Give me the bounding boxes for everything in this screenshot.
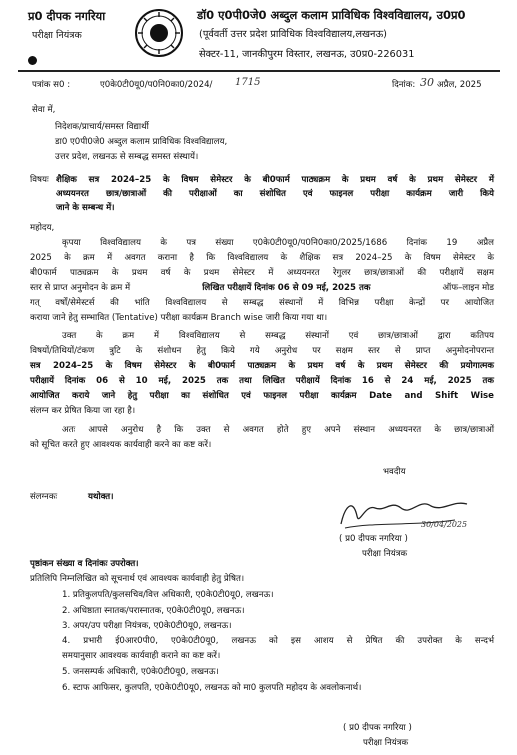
- signature2-name: ( प्र0 दीपक नगरिया ): [343, 723, 412, 733]
- university-logo-icon: [134, 8, 184, 58]
- university-name: डॉ0 ए0पी0जे0 अब्दुल कलाम प्राविधिक विश्वविद्यालय, उ0प्र0: [197, 8, 466, 22]
- subject-line: शैक्षिक सत्र 2024–25 के विषम सेमेस्टर के बी0फार्म पाठ्यक्रम के प्रथम वर्ष के प्रथम सेमेस्टर में: [56, 175, 494, 185]
- enclosure-value: यथोक्त।: [88, 492, 114, 502]
- date-handwritten: 30: [420, 76, 434, 89]
- ref-number: ए0के0टी0यू0/प0नि0का0/2024/: [100, 80, 213, 90]
- signature2-title: परीक्षा नियंत्रक: [363, 738, 409, 748]
- ref-handwritten: 1715: [235, 77, 261, 88]
- university-address: सेक्टर-11, जानकीपुरम विस्तार, लखनऊ, उ0प्र0-226031: [199, 49, 415, 60]
- header-divider: [18, 70, 500, 72]
- para1-line: कराया जाने हेतु सम्भावित (Tentative) परीक्षा कार्यक्रम Branch wise जारी किया गया था।: [30, 313, 328, 323]
- recipient-line: सेवा में,: [32, 105, 56, 115]
- para1-line: गत् वर्षों/सेमेस्टर्स की भांति विश्वविद्यालय से सम्बद्ध संस्थानों में विभिन्न परीक्षा केन्द्रों पर आयोजित: [30, 298, 494, 308]
- header-left-name: प्र0 दीपक नगरिया: [28, 9, 106, 23]
- para1-line: बी0फार्म पाठ्यक्रम के प्रथम वर्ष के प्रथम सेमेस्टर में अध्ययनरत रेगुलर छात्र/छात्राओं की परीक्षायें सक्षम: [30, 268, 494, 278]
- endorsement-item: 3. अपर/उप परीक्षा नियंत्रक, ए0के0टी0यू0, लखनऊ।: [62, 621, 232, 631]
- signature1-name: ( प्र0 दीपक नगरिया ): [339, 534, 408, 544]
- para2-line: परीक्षायें दिनांक 06 से 10 मई, 2025 तक तथा लिखित परीक्षायें दिनांक 16 से 24 मई, 2025 तक: [30, 376, 494, 386]
- endorsement-item: 6. स्टाफ आफिसर, कुलपति, ए0के0टी0यू0, लखनऊ को मा0 कुलपति महोदय के अवलोकनार्थ।: [62, 683, 362, 693]
- bullet-dot: [28, 56, 37, 65]
- date-month-year: अप्रैल, 2025: [437, 80, 482, 90]
- signature1-title: परीक्षा नियंत्रक: [362, 549, 408, 559]
- date-label: दिनांक:: [392, 80, 416, 90]
- endorsement-item: समयानुसार आवश्यक कार्यवाही कराने का कष्ट करें।: [62, 651, 221, 661]
- enclosure-label: संलग्नकः: [30, 492, 58, 502]
- para1-line: 2025 के क्रम में अवगत कराना है कि विश्वविद्यालय के शैक्षिक सत्र 2024–25 के विषम सेमेस्टर के: [30, 253, 494, 263]
- para1-line: कृपया विश्वविद्यालय के पत्र संख्या ए0के0टी0यू0/प0नि0का0/2025/1686 दिनांक 19 अप्रैल: [62, 238, 494, 248]
- para1-bold-text: लिखित परीक्षायें दिनांक 06 से 09 मई, 2025 तक: [202, 283, 371, 293]
- para1-text: स्तर से प्राप्त अनुमोदन के क्रम में: [30, 283, 131, 293]
- endorsement-item: 1. प्रतिकुलपति/कुलसचिव/वित्त अधिकारी, ए0के0टी0यू0, लखनऊ।: [62, 590, 274, 600]
- para1-text: ऑफ–लाइन मोड: [442, 283, 494, 293]
- para3-line: अतः आपसे अनुरोध है कि उक्त से अवगत होते हुए अपने संस्थान अध्ययनरत के छात्र/छात्राओं: [62, 425, 494, 435]
- recipient-line: निदेशक/प्राचार्य/समस्त विद्यार्थी: [55, 122, 149, 132]
- endorsement-title: पृष्ठांकन संख्या व दिनांकः उपरोक्त।: [30, 559, 139, 569]
- salutation: महोदय,: [30, 223, 55, 233]
- para2-line: उक्त के क्रम में विश्वविद्यालय से सम्बद्ध संस्थानों एवं छात्र/छात्राओं द्वारा कतिपय: [62, 331, 494, 341]
- para2-line: आयोजित कराये जाने हेतु परीक्षा का संशोधित एवं फाइनल परीक्षा कार्यक्रम Date and Shift Wise: [30, 391, 494, 401]
- signature-date-handwritten: 30/04/2025: [421, 520, 468, 529]
- recipient-line: डा0 ए0पी0जे0 अब्दुल कलाम प्राविधिक विश्वविद्यालय,: [55, 137, 228, 147]
- para3-line: को सूचित करते हुए आवश्यक कार्यवाही करने का कष्ट करें।: [30, 440, 212, 450]
- endorsement-intro: प्रतिलिपि निम्नलिखित को सूचनार्थ एवं आवश्यक कार्यवाही हेतु प्रेषित।: [30, 574, 245, 584]
- closing: भवदीय: [383, 467, 406, 477]
- header-left-title: परीक्षा नियंत्रक: [32, 30, 82, 41]
- ref-label: पत्रांक स0 :: [32, 80, 71, 90]
- recipient-line: उत्तर प्रदेश, लखनऊ से सम्बद्ध समस्त संस्थायें।: [55, 152, 199, 162]
- subject-label: विषयः: [30, 175, 49, 185]
- para2-line: सत्र 2024–25 के विषम सेमेस्टर के बी0फार्म पाठ्यक्रम के प्रथम वर्ष के प्रथम सेमेस्टर की प्रयोगात्मक: [30, 361, 494, 371]
- university-former-name: (पूर्ववर्ती उत्तर प्रदेश प्राविधिक विश्वविद्यालय,लखनऊ): [199, 29, 387, 40]
- endorsement-item: 4. प्रभारी ई0आर0पी0, ए0के0टी0यू0, लखनऊ को इस आशय से प्रेषित की उपरोक्त के सन्दर्भ: [62, 636, 494, 646]
- endorsement-item: 5. जनसम्पर्क अधिकारी, ए0के0टी0यू0, लखनऊ।: [62, 667, 219, 677]
- para2-line: विषयों/तिथियों/टंकण त्रुटि के संशोधन हेतु किये गये अनुरोध पर सक्षम स्तर से प्राप्त अनुमोदनोपरान्त: [30, 346, 494, 356]
- endorsement-item: 2. अधिष्ठाता स्नातक/परास्नातक, ए0के0टी0यू0, लखनऊ।: [62, 606, 245, 616]
- para1-mixed-line: [30, 282, 494, 294]
- para2-line: संलग्न कर प्रेषित किया जा रहा है।: [30, 406, 136, 416]
- subject-line: अध्ययनरत छात्र/छात्राओं की परीक्षाओं का संशोधित एवं फाइनल परीक्षा कार्यक्रम जारी किये: [56, 189, 494, 199]
- subject-line: जाने के सम्बन्ध में।: [56, 203, 115, 213]
